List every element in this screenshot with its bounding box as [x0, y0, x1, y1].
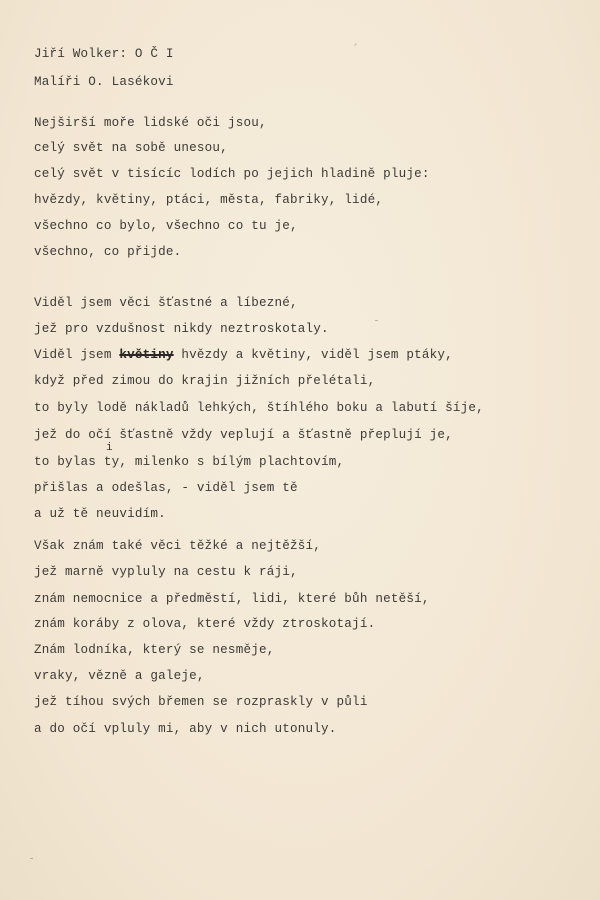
- stanza3-line: znám koráby z olova, které vždy ztroskotají.: [34, 617, 376, 631]
- line-text: hvězdy a květiny, viděl jsem ptáky,: [173, 348, 453, 362]
- stanza2-line: a už tě neuvidím.: [34, 507, 166, 521]
- stanza2-line: přišlas a odešlas, - viděl jsem tě: [34, 481, 298, 495]
- stanza1-line: všechno co bylo, všechno co tu je,: [34, 219, 298, 233]
- paper-speck: [354, 43, 357, 46]
- stanza1-line: celý svět v tisícíc lodích po jejich hladině pluje:: [34, 167, 430, 181]
- line-text: Viděl jsem: [34, 348, 120, 362]
- stanza1-line: hvězdy, květiny, ptáci, města, fabriky, lidé,: [34, 193, 384, 207]
- stanza3-line: znám nemocnice a předměstí, lidi, které bůh netěší,: [34, 592, 430, 606]
- stanza1-line: všechno, co přijde.: [34, 245, 182, 259]
- stanza2-line: když před zimou do krajin jižních přelétali,: [34, 374, 376, 388]
- stanza2-line: to bylas ty, milenko s bílým plachtovím,: [34, 455, 345, 469]
- stanza2-line: Viděl jsem věci šťastné a líbezné,: [34, 296, 298, 310]
- poem-title: Jiří Wolker: O Č I: [34, 47, 174, 61]
- stanza1-line: celý svět na sobě unesou,: [34, 141, 228, 155]
- stanza2-line: jež do očí šťastně vždy veplují a šťastně přeplují je,: [34, 428, 453, 442]
- stanza2-line: to byly lodě nákladů lehkých, štíhlého boku a labutí šíje,: [34, 401, 484, 415]
- stanza3-line: a do očí vpluly mi, aby v nich utonuly.: [34, 722, 337, 736]
- inserted-letter: i: [106, 442, 113, 454]
- stanza3-line: jež tíhou svých břemen se rozprasklу v půli: [34, 695, 368, 709]
- stanza3-line: Však znám také věci těžké a nejtěžší,: [34, 539, 322, 553]
- dedication: Malíři O. Lasékovi: [34, 75, 174, 89]
- stanza3-line: Znám lodníka, který se nesměje,: [34, 643, 275, 657]
- paper-speck: [375, 320, 378, 321]
- stanza2-line: jež pro vzdušnost nikdy neztroskotaly.: [34, 322, 329, 336]
- stanza3-line: vraky, vězně a galeje,: [34, 669, 205, 683]
- struck-out-word: květiny: [119, 348, 174, 362]
- stanza3-line: jež marně vypluly na cestu k ráji,: [34, 565, 298, 579]
- stanza2-line-corrected: [34, 348, 453, 362]
- paper-speck: [30, 858, 33, 859]
- stanza1-line: Nejširší moře lidské oči jsou,: [34, 116, 267, 130]
